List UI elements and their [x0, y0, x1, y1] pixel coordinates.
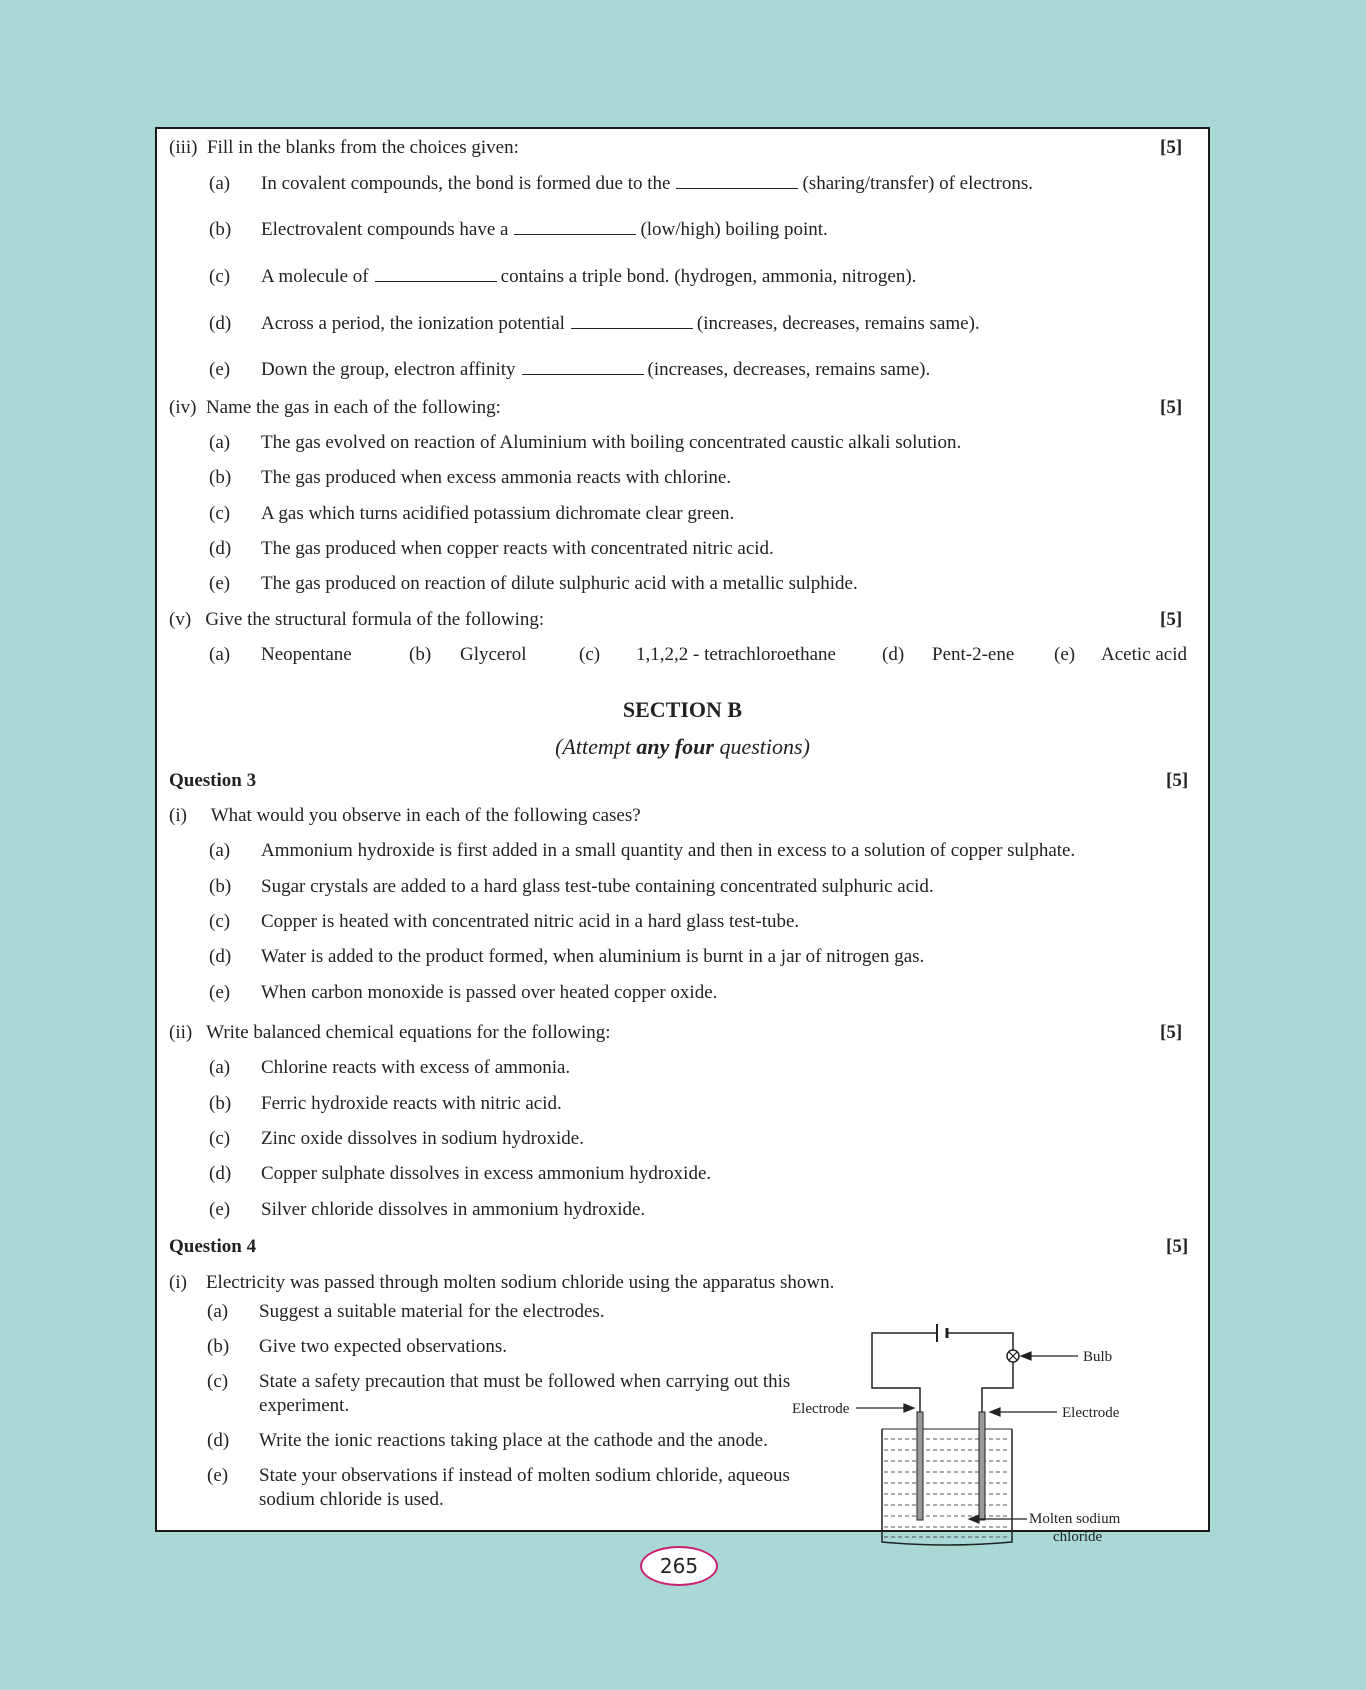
molten-label-line1: Molten sodium: [1029, 1511, 1121, 1527]
option-label: (d): [209, 313, 232, 334]
electrode-left: [917, 1412, 923, 1520]
list-item: 1,1,2,2 - tetrachloroethane: [636, 644, 836, 665]
list-item: Water is added to the product formed, when aluminium is burnt in a jar of nitrogen gas.: [261, 946, 925, 967]
list-item-continued: sodium chloride is used.: [259, 1489, 444, 1510]
option-label: (a): [209, 432, 231, 453]
option-label: (c): [209, 1128, 231, 1149]
marks-label: [5]: [1166, 770, 1189, 791]
list-item: The gas produced when excess ammonia reacts with chlorine.: [261, 467, 732, 488]
list-item: Copper sulphate dissolves in excess ammonium hydroxide.: [261, 1163, 712, 1184]
option-label: (e): [209, 1199, 231, 1220]
blank-line: [375, 268, 497, 282]
option-label: (e): [1054, 644, 1076, 665]
question-4-title: Question 4: [169, 1236, 257, 1257]
marks-label: [5]: [1160, 609, 1183, 630]
list-item: Give two expected observations.: [259, 1336, 507, 1357]
fill-blank-item: A molecule of contains a triple bond. (hydrogen, ammonia, nitrogen).: [261, 266, 917, 287]
electrode-right-label: Electrode: [1062, 1405, 1120, 1421]
blank-line: [676, 175, 798, 189]
section-subtitle: (Attempt any four questions): [555, 734, 810, 759]
list-item: Glycerol: [460, 644, 527, 665]
q2-iii-prompt: (iii) Fill in the blanks from the choices given:: [169, 137, 519, 158]
blank-line: [571, 315, 693, 329]
bulb-label: Bulb: [1083, 1349, 1113, 1365]
list-item: The gas produced when copper reacts with concentrated nitric acid.: [261, 538, 774, 559]
list-item: Ferric hydroxide reacts with nitric acid.: [261, 1093, 562, 1114]
fill-blank-item: Down the group, electron affinity (increases, decreases, remains same).: [261, 359, 931, 380]
option-label: (d): [209, 538, 232, 559]
option-label: (d): [882, 644, 905, 665]
molten-label-line2: chloride: [1053, 1529, 1103, 1545]
fill-blank-item: In covalent compounds, the bond is formed due to the (sharing/transfer) of electrons.: [261, 173, 1034, 194]
marks-label: [5]: [1160, 137, 1183, 158]
list-item: State your observations if instead of molten sodium chloride, aqueous: [259, 1465, 790, 1486]
list-item: Zinc oxide dissolves in sodium hydroxide.: [261, 1128, 584, 1149]
list-item: Silver chloride dissolves in ammonium hydroxide.: [261, 1199, 646, 1220]
bulb-icon: [1007, 1350, 1019, 1362]
list-item: Neopentane: [261, 644, 352, 665]
option-label: (b): [209, 219, 232, 240]
q4-i-prompt: (i) Electricity was passed through molten sodium chloride using the apparatus shown.: [169, 1272, 835, 1293]
electrolysis-apparatus-diagram: [792, 1284, 1202, 1545]
list-item: Chlorine reacts with excess of ammonia.: [261, 1057, 571, 1078]
list-item: Suggest a suitable material for the electrodes.: [259, 1301, 605, 1322]
list-item: The gas evolved on reaction of Aluminium with boiling concentrated caustic alkali solution.: [261, 432, 962, 453]
option-label: (d): [207, 1430, 230, 1451]
circuit-wires: [872, 1333, 1013, 1412]
list-item: Write the ionic reactions taking place at the cathode and the anode.: [259, 1430, 768, 1451]
option-label: (b): [209, 876, 232, 897]
q3-ii-prompt: (ii) Write balanced chemical equations for the following:: [169, 1022, 611, 1043]
section-title: SECTION B: [622, 697, 743, 722]
option-label: (c): [207, 1371, 229, 1392]
option-label: (a): [209, 1057, 231, 1078]
fill-blank-item: Across a period, the ionization potential (increases, decreases, remains same).: [261, 313, 980, 334]
q3-i-prompt: (i) What would you observe in each of the following cases?: [169, 805, 641, 826]
option-label: (c): [209, 266, 231, 287]
list-item: The gas produced on reaction of dilute sulphuric acid with a metallic sulphide.: [261, 573, 858, 594]
option-label: (b): [207, 1336, 230, 1357]
blank-line: [522, 361, 644, 375]
beaker: [882, 1429, 1012, 1545]
blank-line: [514, 221, 636, 235]
electrode-left-label: Electrode: [792, 1401, 850, 1417]
option-label: (e): [209, 573, 231, 594]
option-label: (b): [209, 1093, 232, 1114]
list-item: Pent-2-ene: [932, 644, 1015, 665]
list-item: Ammonium hydroxide is first added in a small quantity and then in excess to a solution of copper sulphate.: [261, 840, 1076, 861]
q2-iv-prompt: (iv) Name the gas in each of the following:: [169, 397, 501, 418]
list-item: Sugar crystals are added to a hard glass test-tube containing concentrated sulphuric acid.: [261, 876, 934, 897]
option-label: (d): [209, 1163, 232, 1184]
molten-liquid: [884, 1439, 1010, 1537]
option-label: (c): [209, 503, 231, 524]
list-item: Acetic acid: [1101, 644, 1187, 665]
question-paper-page: [155, 127, 1210, 1545]
option-label: (c): [579, 644, 601, 665]
fill-blank-item: Electrovalent compounds have a (low/high) boiling point.: [261, 219, 828, 240]
marks-label: [5]: [1160, 1022, 1183, 1043]
list-item: When carbon monoxide is passed over heated copper oxide.: [261, 982, 718, 1003]
option-label: (b): [409, 644, 432, 665]
option-label: (e): [209, 982, 231, 1003]
option-label: (c): [209, 911, 231, 932]
battery-icon: [937, 1324, 947, 1342]
option-label: (e): [209, 359, 231, 380]
list-item-continued: experiment.: [259, 1395, 350, 1416]
option-label: (a): [209, 173, 231, 194]
option-label: (a): [209, 840, 231, 861]
marks-label: [5]: [1166, 1236, 1189, 1257]
label-arrows: [856, 1352, 1078, 1523]
list-item: State a safety precaution that must be followed when carrying out this: [259, 1371, 791, 1392]
option-label: (d): [209, 946, 232, 967]
option-label: (e): [207, 1465, 229, 1486]
page-number: 265: [640, 1546, 718, 1586]
option-label: (b): [209, 467, 232, 488]
question-3-title: Question 3: [169, 770, 257, 791]
list-item: A gas which turns acidified potassium dichromate clear green.: [261, 503, 735, 524]
list-item: Copper is heated with concentrated nitric acid in a hard glass test-tube.: [261, 911, 800, 932]
q2-v-prompt: (v) Give the structural formula of the following:: [169, 609, 545, 630]
electrode-right: [979, 1412, 985, 1520]
option-label: (a): [207, 1301, 229, 1322]
marks-label: [5]: [1160, 397, 1183, 418]
option-label: (a): [209, 644, 231, 665]
